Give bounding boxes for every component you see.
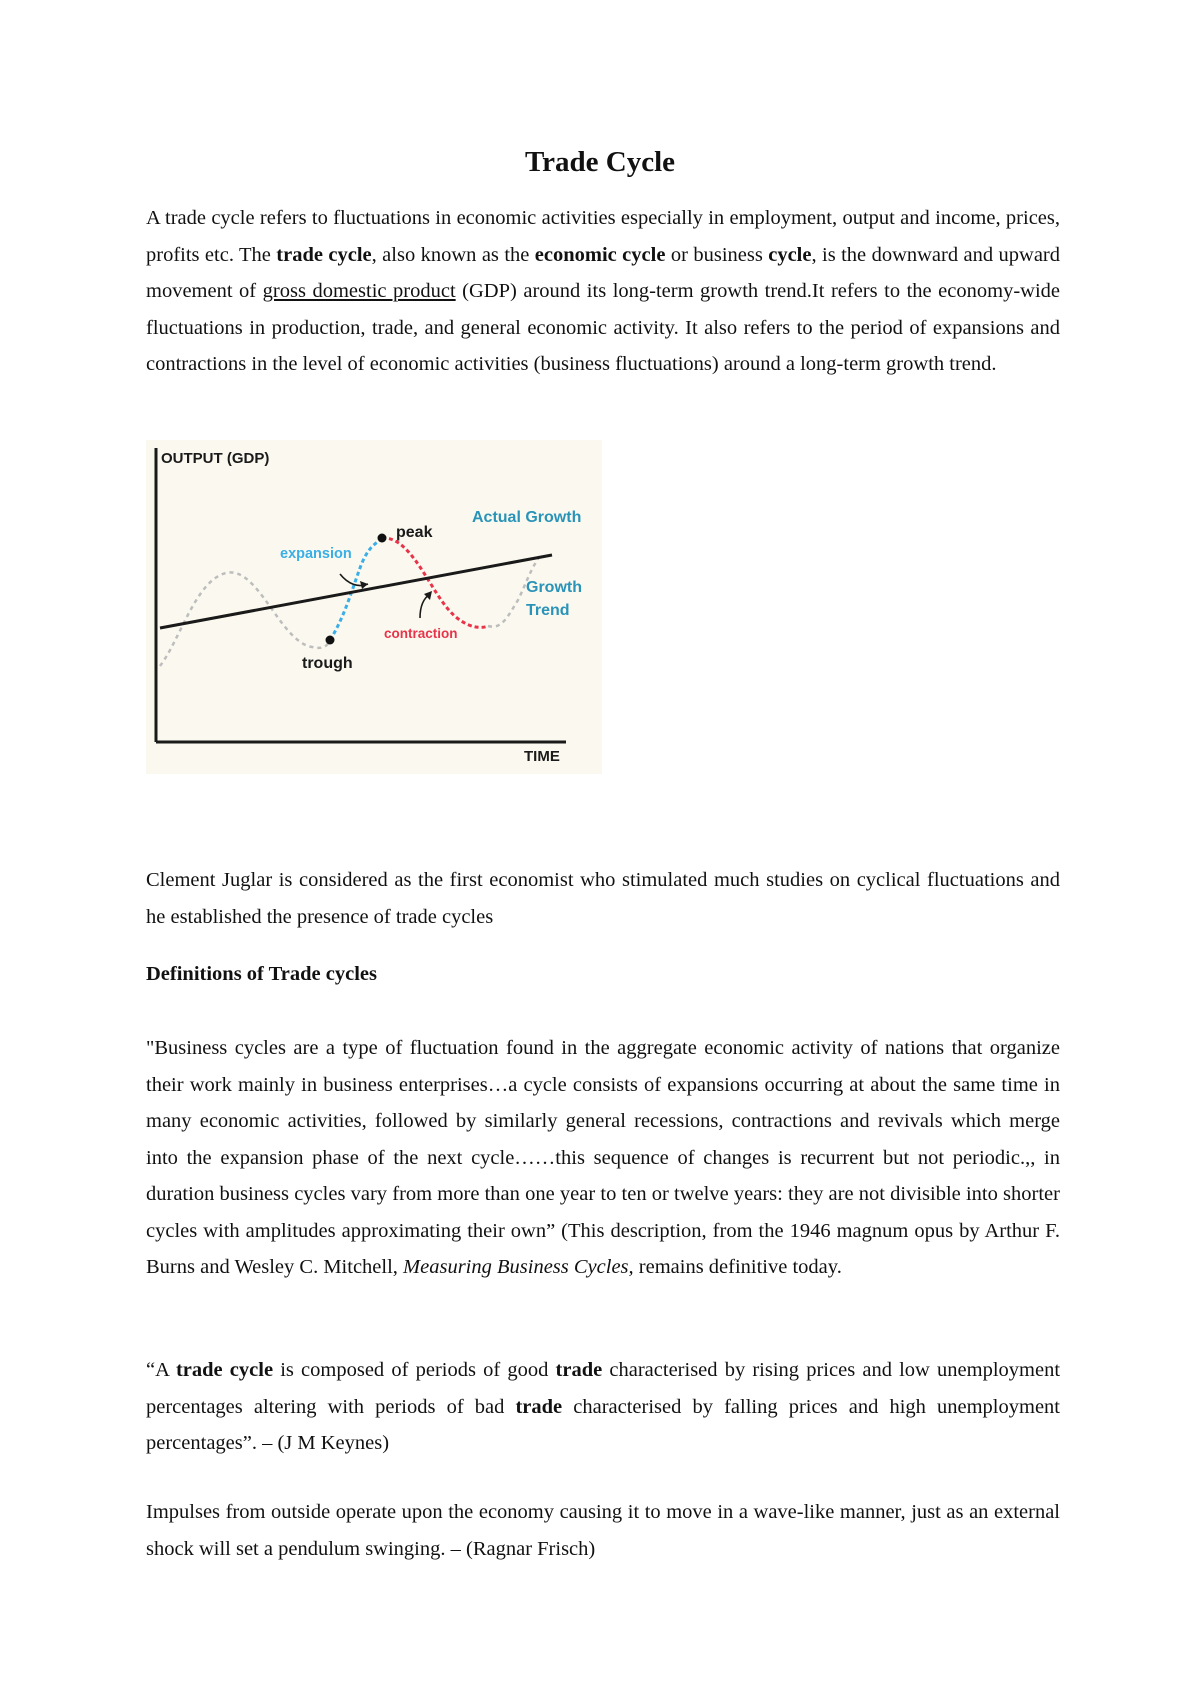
trough-label: trough bbox=[302, 655, 353, 672]
actual-growth-curve-left bbox=[160, 572, 330, 666]
bold-term-trade-cycle: trade cycle bbox=[276, 243, 372, 266]
trough-point bbox=[326, 636, 335, 645]
bold-term-economic-cycle: economic cycle bbox=[534, 243, 666, 266]
growth-trend-label-line1: Growth bbox=[526, 579, 582, 596]
peak-point bbox=[378, 534, 387, 543]
y-axis-label: OUTPUT (GDP) bbox=[161, 450, 270, 467]
juglar-paragraph: Clement Juglar is considered as the first economist who stimulated much studies on cyclical fluctuations and he established the presence of trade cycles bbox=[146, 869, 1060, 928]
book-title: Measuring Business Cycles, bbox=[403, 1256, 634, 1278]
keynes-paragraph: “A trade cycle is composed of periods of good trade characterised by rising prices and low unemployment percentages altering with periods of bad trade characterised by falling prices and high unemployment percentages”. – (J M Keynes) bbox=[146, 1359, 1061, 1454]
trade-cycle-diagram bbox=[146, 440, 602, 774]
frisch-paragraph: Impulses from outside operate upon the economy causing it to move in a wave-like manner, just as an external shock will set a pendulum swinging. – (Ragnar Frisch) bbox=[146, 1501, 1060, 1560]
trade-cycle-svg bbox=[146, 440, 602, 774]
bold-term-cycle: cycle bbox=[768, 243, 812, 266]
gdp-link[interactable]: gross domestic product bbox=[262, 280, 456, 302]
definitions-heading: Definitions of Trade cycles bbox=[146, 963, 377, 985]
contraction-label: contraction bbox=[384, 626, 458, 641]
x-axis-label: TIME bbox=[524, 748, 560, 765]
expansion-arrowhead bbox=[360, 581, 368, 589]
page-title: Trade Cycle bbox=[524, 146, 676, 178]
growth-trend-label-line2: Trend bbox=[526, 602, 570, 619]
growth-trend-line bbox=[160, 555, 552, 628]
peak-label: peak bbox=[396, 524, 433, 541]
burns-mitchell-paragraph: "Business cycles are a type of fluctuation found in the aggregate economic activity of nations that organize their work mainly in business enterprises…a cycle consists of expansions occurring at about the same time in many economic activities, followed by similarly general recessions, contractions and revivals which merge into the expansion phase of the next cycle……this sequence of changes is recurrent but not periodic.,, in duration business cycles vary from more than one year to ten or twelve years: they are not divisible into shorter cycles with amplitudes approximating their own” (This description, from the 1946 magnum opus by Arthur F. Burns and Wesley C. Mitchell, Measuring Business Cycles, remains definitive today. bbox=[146, 1037, 1060, 1278]
expansion-label: expansion bbox=[280, 546, 352, 562]
actual-growth-label: Actual Growth bbox=[472, 509, 582, 526]
intro-paragraph: A trade cycle refers to fluctuations in economic activities especially in employment, output and income, prices, profits etc. The trade cycle, also known as the economic cycle or business cycle, is the downward and upward movement of gross domestic product (GDP) around its long-term growth trend.It refers to the economy-wide fluctuations in production, trade, and general economic activity. It also refers to the period of expansions and contractions in the level of economic activities (business fluctuations) around a long-term growth trend. bbox=[146, 207, 1061, 375]
